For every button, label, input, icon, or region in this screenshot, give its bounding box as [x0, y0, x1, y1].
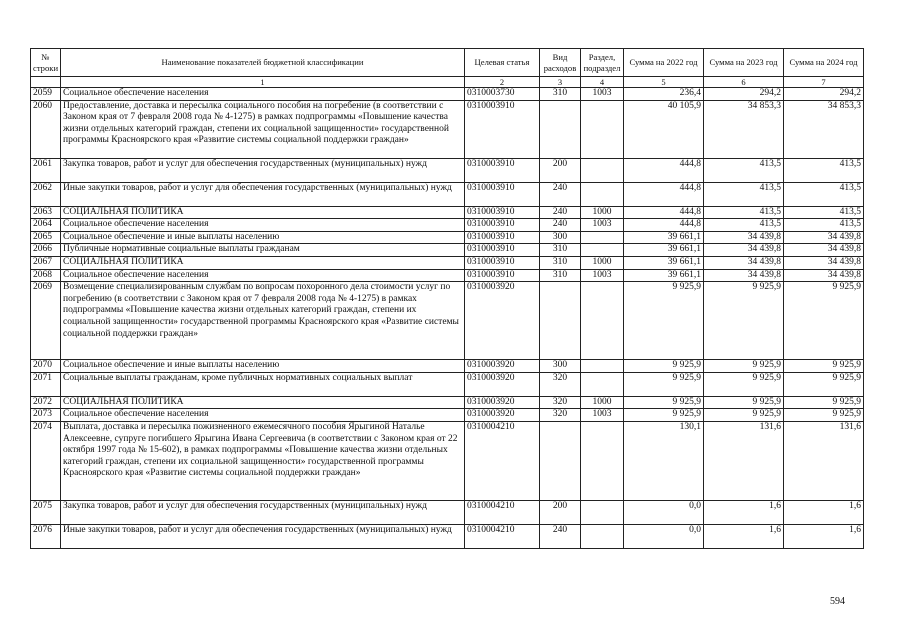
- expense-type: 300: [540, 360, 581, 373]
- section-code: [581, 421, 624, 500]
- row-number: 2068: [31, 269, 61, 282]
- table-row: [31, 269, 864, 282]
- sum-2024: 34 853,3: [784, 100, 864, 158]
- row-number: 2064: [31, 219, 61, 232]
- table-row: [31, 158, 864, 182]
- header-section: Раздел, подраздел: [581, 49, 624, 77]
- column-number: 2: [465, 77, 540, 88]
- expense-type: 310: [540, 256, 581, 269]
- column-number-row: [31, 77, 864, 88]
- section-code: 1000: [581, 206, 624, 219]
- sum-2023: 1,6: [704, 500, 784, 524]
- indicator-name: СОЦИАЛЬНАЯ ПОЛИТИКА: [61, 206, 465, 219]
- sum-2022: 9 925,9: [624, 282, 704, 360]
- expense-type: 320: [540, 372, 581, 396]
- sum-2023: 9 925,9: [704, 396, 784, 409]
- sum-2024: 413,5: [784, 219, 864, 232]
- sum-2023: 9 925,9: [704, 409, 784, 422]
- sum-2022: 39 661,1: [624, 256, 704, 269]
- table-body: [31, 88, 864, 549]
- target-article: 0310003910: [465, 206, 540, 219]
- sum-2022: 444,8: [624, 182, 704, 206]
- target-article: 0310003920: [465, 282, 540, 360]
- sum-2022: 9 925,9: [624, 360, 704, 373]
- column-number: 7: [784, 77, 864, 88]
- column-number: 5: [624, 77, 704, 88]
- header-name: Наименование показателей бюджетной классификации: [61, 49, 465, 77]
- column-number: 6: [704, 77, 784, 88]
- indicator-name: Закупка товаров, работ и услуг для обеспечения государственных (муниципальных) нужд: [61, 158, 465, 182]
- indicator-name: Социальное обеспечение населения: [61, 88, 465, 101]
- indicator-name: СОЦИАЛЬНАЯ ПОЛИТИКА: [61, 256, 465, 269]
- sum-2022: 0,0: [624, 500, 704, 524]
- section-code: 1003: [581, 409, 624, 422]
- sum-2024: 9 925,9: [784, 360, 864, 373]
- target-article: 0310003920: [465, 396, 540, 409]
- section-code: [581, 231, 624, 244]
- sum-2022: 444,8: [624, 206, 704, 219]
- indicator-name: Социальное обеспечение населения: [61, 409, 465, 422]
- sum-2022: 39 661,1: [624, 244, 704, 257]
- expense-type: 320: [540, 396, 581, 409]
- section-code: [581, 500, 624, 524]
- table-row: [31, 421, 864, 500]
- row-number: 2059: [31, 88, 61, 101]
- sum-2023: 9 925,9: [704, 282, 784, 360]
- target-article: 0310004210: [465, 524, 540, 548]
- sum-2024: 413,5: [784, 158, 864, 182]
- target-article: 0310003920: [465, 360, 540, 373]
- sum-2023: 131,6: [704, 421, 784, 500]
- indicator-name: Иные закупки товаров, работ и услуг для обеспечения государственных (муниципальных) нужд: [61, 182, 465, 206]
- indicator-name: Социальное обеспечение населения: [61, 269, 465, 282]
- column-number: [31, 77, 61, 88]
- indicator-name: Возмещение специализированным службам по вопросам похоронного дела стоимости услуг по погребению (в соответствии с Законом края от 7 февраля 2008 года № 4-1275) в рамках подпрограммы «Повышение качества жизни отдельных категорий граждан, степени их социальной защищенности» государственной программы Красноярского края «Развитие системы социальной поддержки граждан»: [61, 282, 465, 360]
- indicator-name: Социальное обеспечение и иные выплаты населению: [61, 231, 465, 244]
- sum-2023: 34 439,8: [704, 244, 784, 257]
- table-row: [31, 100, 864, 158]
- target-article: 0310003920: [465, 409, 540, 422]
- table-row: [31, 282, 864, 360]
- target-article: 0310004210: [465, 421, 540, 500]
- header-expense-type: Вид расходов: [540, 49, 581, 77]
- target-article: 0310003910: [465, 231, 540, 244]
- expense-type: 310: [540, 269, 581, 282]
- indicator-name: Выплата, доставка и пересылка пожизненного ежемесячного пособия Ярыгиной Наталье Алексеевне, супруге погибшего Ярыгина Ивана Сергеевича (в соответствии с Законом края от 22 октября 1997 года № 15-602), в рамках подпрограммы «Повышение качества жизни отдельных категорий граждан, степени их социальной защищенности» государственной программы Красноярского края «Развитие системы социальной поддержки граждан»: [61, 421, 465, 500]
- sum-2024: 9 925,9: [784, 396, 864, 409]
- expense-type: [540, 421, 581, 500]
- section-code: [581, 182, 624, 206]
- indicator-name: СОЦИАЛЬНАЯ ПОЛИТИКА: [61, 396, 465, 409]
- section-code: [581, 100, 624, 158]
- sum-2022: 0,0: [624, 524, 704, 548]
- sum-2023: 34 439,8: [704, 256, 784, 269]
- table-row: [31, 524, 864, 548]
- header-sum-2024: Сумма на 2024 год: [784, 49, 864, 77]
- target-article: 0310004210: [465, 500, 540, 524]
- sum-2023: 413,5: [704, 158, 784, 182]
- row-number: 2069: [31, 282, 61, 360]
- row-number: 2075: [31, 500, 61, 524]
- row-number: 2067: [31, 256, 61, 269]
- table-row: [31, 182, 864, 206]
- sum-2024: 413,5: [784, 182, 864, 206]
- expense-type: 320: [540, 409, 581, 422]
- sum-2022: 39 661,1: [624, 269, 704, 282]
- sum-2023: 413,5: [704, 182, 784, 206]
- target-article: 0310003910: [465, 182, 540, 206]
- header-row: [31, 49, 864, 77]
- table-row: [31, 88, 864, 101]
- sum-2024: 1,6: [784, 524, 864, 548]
- section-code: [581, 158, 624, 182]
- sum-2024: 34 439,8: [784, 244, 864, 257]
- target-article: 0310003910: [465, 269, 540, 282]
- table-row: [31, 372, 864, 396]
- sum-2022: 39 661,1: [624, 231, 704, 244]
- sum-2023: 9 925,9: [704, 360, 784, 373]
- table-row: [31, 206, 864, 219]
- table-row: [31, 219, 864, 232]
- row-number: 2070: [31, 360, 61, 373]
- sum-2023: 1,6: [704, 524, 784, 548]
- expense-type: 310: [540, 88, 581, 101]
- sum-2024: 34 439,8: [784, 256, 864, 269]
- section-code: 1003: [581, 88, 624, 101]
- sum-2023: 413,5: [704, 206, 784, 219]
- indicator-name: Предоставление, доставка и пересылка социального пособия на погребение (в соответствии с Законом края от 7 февраля 2008 года № 4-1275) в рамках подпрограммы «Повышение качества жизни отдельных категорий граждан, степени их социальной защищенности» государственной программы Красноярского края «Развитие системы социальной поддержки граждан»: [61, 100, 465, 158]
- table-row: [31, 256, 864, 269]
- indicator-name: Закупка товаров, работ и услуг для обеспечения государственных (муниципальных) нужд: [61, 500, 465, 524]
- target-article: 0310003910: [465, 100, 540, 158]
- section-code: 1003: [581, 219, 624, 232]
- expense-type: 240: [540, 219, 581, 232]
- expense-type: 300: [540, 231, 581, 244]
- sum-2024: 34 439,8: [784, 269, 864, 282]
- sum-2024: 9 925,9: [784, 282, 864, 360]
- expense-type: [540, 282, 581, 360]
- target-article: 0310003910: [465, 244, 540, 257]
- row-number: 2072: [31, 396, 61, 409]
- target-article: 0310003910: [465, 219, 540, 232]
- row-number: 2076: [31, 524, 61, 548]
- sum-2023: 294,2: [704, 88, 784, 101]
- sum-2022: 130,1: [624, 421, 704, 500]
- row-number: 2066: [31, 244, 61, 257]
- sum-2024: 294,2: [784, 88, 864, 101]
- sum-2023: 9 925,9: [704, 372, 784, 396]
- expense-type: 240: [540, 524, 581, 548]
- sum-2022: 9 925,9: [624, 396, 704, 409]
- target-article: 0310003910: [465, 158, 540, 182]
- header-sum-2023: Сумма на 2023 год: [704, 49, 784, 77]
- table-row: [31, 360, 864, 373]
- target-article: 0310003910: [465, 256, 540, 269]
- sum-2022: 444,8: [624, 219, 704, 232]
- table-row: [31, 409, 864, 422]
- section-code: [581, 282, 624, 360]
- row-number: 2061: [31, 158, 61, 182]
- header-row-number: № строки: [31, 49, 61, 77]
- column-number: 1: [61, 77, 465, 88]
- indicator-name: Иные закупки товаров, работ и услуг для обеспечения государственных (муниципальных) нужд: [61, 524, 465, 548]
- row-number: 2074: [31, 421, 61, 500]
- expense-type: 200: [540, 158, 581, 182]
- sum-2024: 9 925,9: [784, 409, 864, 422]
- sum-2023: 413,5: [704, 219, 784, 232]
- header-sum-2022: Сумма на 2022 год: [624, 49, 704, 77]
- sum-2023: 34 439,8: [704, 231, 784, 244]
- sum-2024: 131,6: [784, 421, 864, 500]
- column-number: 3: [540, 77, 581, 88]
- sum-2022: 9 925,9: [624, 372, 704, 396]
- table-row: [31, 396, 864, 409]
- sum-2024: 1,6: [784, 500, 864, 524]
- sum-2022: 9 925,9: [624, 409, 704, 422]
- row-number: 2062: [31, 182, 61, 206]
- expense-type: 240: [540, 182, 581, 206]
- expense-type: 310: [540, 244, 581, 257]
- sum-2024: 413,5: [784, 206, 864, 219]
- table-row: [31, 231, 864, 244]
- sum-2023: 34 853,3: [704, 100, 784, 158]
- sum-2022: 236,4: [624, 88, 704, 101]
- section-code: [581, 372, 624, 396]
- table-row: [31, 244, 864, 257]
- indicator-name: Социальное обеспечение населения: [61, 219, 465, 232]
- row-number: 2063: [31, 206, 61, 219]
- page-number: 594: [830, 596, 845, 607]
- section-code: 1000: [581, 256, 624, 269]
- row-number: 2073: [31, 409, 61, 422]
- indicator-name: Социальное обеспечение и иные выплаты населению: [61, 360, 465, 373]
- table-row: [31, 500, 864, 524]
- section-code: [581, 360, 624, 373]
- row-number: 2071: [31, 372, 61, 396]
- expense-type: 240: [540, 206, 581, 219]
- target-article: 0310003920: [465, 372, 540, 396]
- section-code: [581, 524, 624, 548]
- section-code: [581, 244, 624, 257]
- section-code: 1003: [581, 269, 624, 282]
- header-target-article: Целевая статья: [465, 49, 540, 77]
- indicator-name: Публичные нормативные социальные выплаты гражданам: [61, 244, 465, 257]
- sum-2022: 444,8: [624, 158, 704, 182]
- expense-type: [540, 100, 581, 158]
- budget-table: [30, 48, 864, 549]
- sum-2024: 34 439,8: [784, 231, 864, 244]
- column-number: 4: [581, 77, 624, 88]
- section-code: 1000: [581, 396, 624, 409]
- sum-2024: 9 925,9: [784, 372, 864, 396]
- expense-type: 200: [540, 500, 581, 524]
- target-article: 0310003730: [465, 88, 540, 101]
- sum-2022: 40 105,9: [624, 100, 704, 158]
- row-number: 2060: [31, 100, 61, 158]
- indicator-name: Социальные выплаты гражданам, кроме публичных нормативных социальных выплат: [61, 372, 465, 396]
- sum-2023: 34 439,8: [704, 269, 784, 282]
- row-number: 2065: [31, 231, 61, 244]
